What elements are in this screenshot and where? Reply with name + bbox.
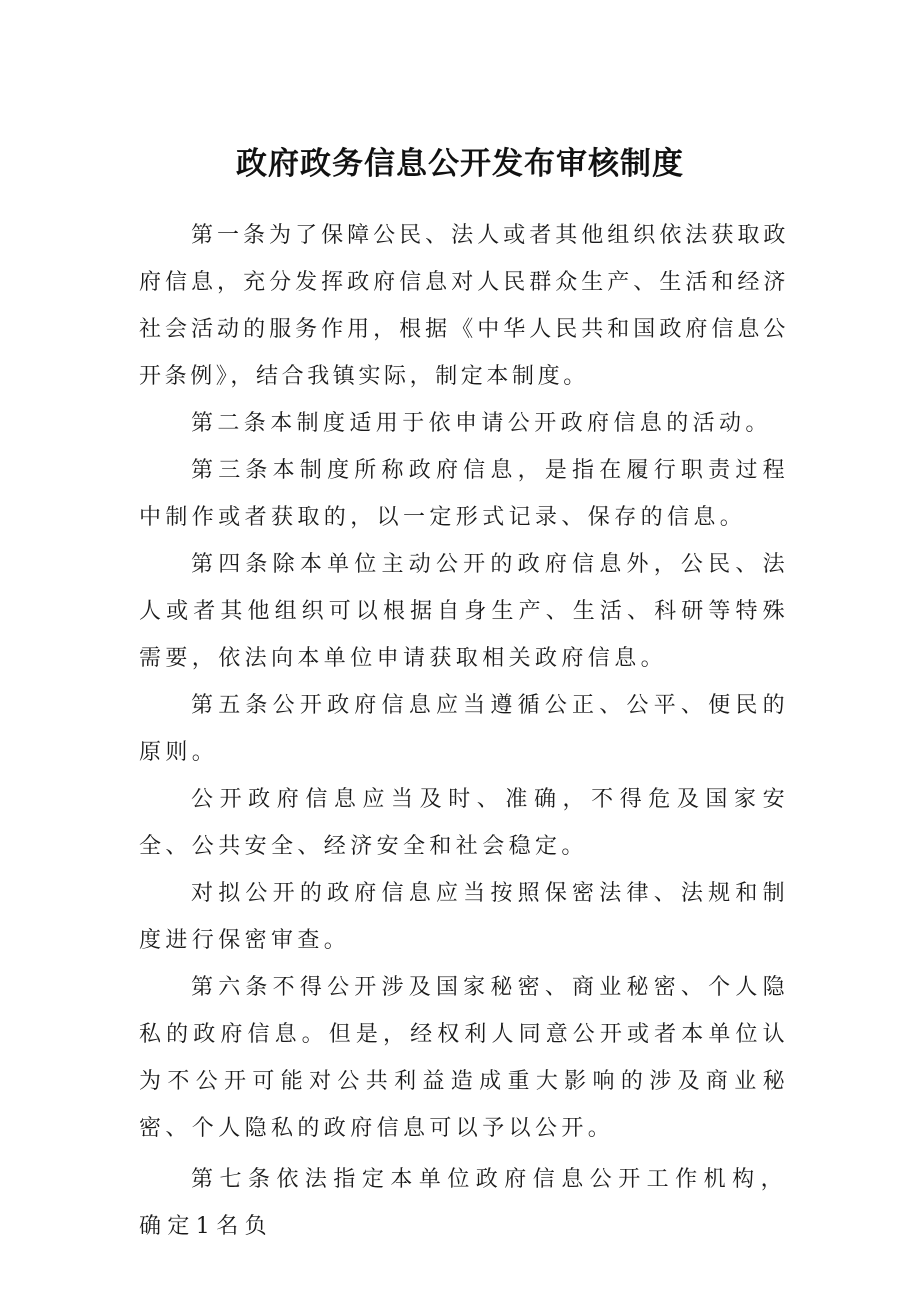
paragraph-article-5-clause-2: 公开政府信息应当及时、准确，不得危及国家安全、公共安全、经济安全和社会稳定。 — [139, 787, 789, 859]
paragraph-article-3: 第三条本制度所称政府信息，是指在履行职责过程中制作或者获取的，以一定形式记录、保存的信息。 — [139, 458, 789, 530]
document-body — [139, 212, 789, 1250]
paragraph-article-5: 第五条公开政府信息应当遵循公正、公平、便民的原则。 — [139, 693, 789, 765]
document-title: 政府政务信息公开发布审核制度 — [236, 146, 684, 182]
paragraph-article-6: 第六条不得公开涉及国家秘密、商业秘密、个人隐私的政府信息。但是，经权利人同意公开或者本单位认为不公开可能对公共利益造成重大影响的涉及商业秘密、个人隐私的政府信息可以予以公开。 — [139, 975, 789, 1141]
paragraph-article-1: 第一条为了保障公民、法人或者其他组织依法获取政府信息，充分发挥政府信息对人民群众生产、生活和经济社会活动的服务作用，根据《中华人民共和国政府信息公开条例》，结合我镇实际，制定本制度。 — [139, 223, 789, 389]
paragraph-article-5-clause-3: 对拟公开的政府信息应当按照保密法律、法规和制度进行保密审查。 — [139, 881, 789, 953]
paragraph-article-2: 第二条本制度适用于依申请公开政府信息的活动。 — [191, 411, 772, 436]
paragraph-article-4: 第四条除本单位主动公开的政府信息外，公民、法人或者其他组织可以根据自身生产、生活、科研等特殊需要，依法向本单位申请获取相关政府信息。 — [139, 552, 789, 671]
paragraph-article-7: 第七条依法指定本单位政府信息公开工作机构，确定1名负 — [139, 1167, 789, 1239]
